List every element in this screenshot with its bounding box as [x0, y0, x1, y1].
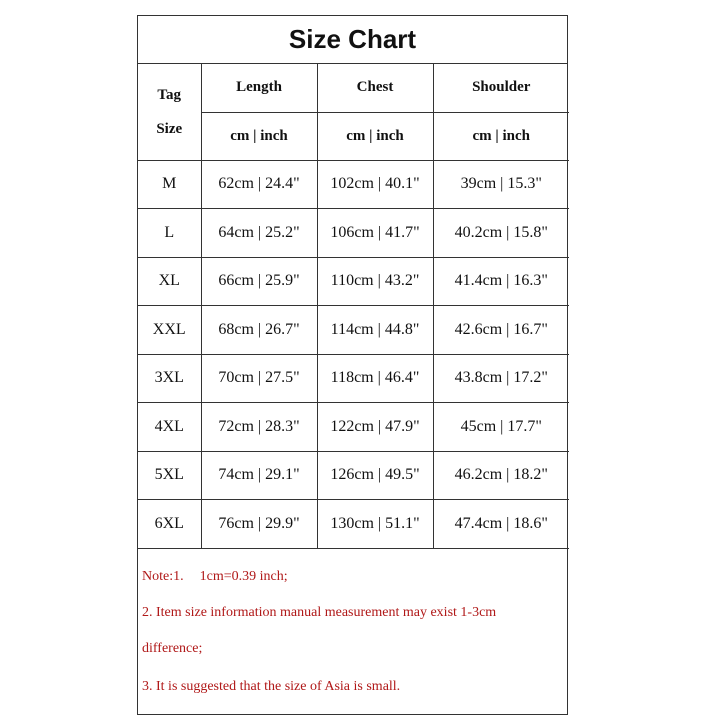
size-label: Size — [156, 120, 183, 137]
length-cell: 70cm | 27.5" — [201, 354, 317, 403]
chest-cell: 106cm | 41.7" — [317, 209, 433, 258]
chest-cell: 126cm | 49.5" — [317, 451, 433, 500]
chest-cell: 114cm | 44.8" — [317, 306, 433, 355]
note-1-text: 1cm=0.39 inch; — [199, 569, 288, 584]
table-row — [138, 500, 569, 549]
shoulder-header: Shoulder — [433, 64, 569, 112]
chart-title: Size Chart — [138, 16, 567, 64]
length-header: Length — [201, 64, 317, 112]
shoulder-cell: 40.2cm | 15.8" — [433, 209, 569, 258]
notes-section — [138, 547, 567, 716]
size-rows — [138, 160, 569, 548]
note-1 — [142, 569, 288, 585]
tag-size-header — [138, 64, 201, 160]
table-row — [138, 354, 569, 403]
table-row — [138, 306, 569, 355]
table-row — [138, 451, 569, 500]
header-row — [138, 64, 569, 112]
length-cell: 72cm | 28.3" — [201, 403, 317, 452]
unit-row — [138, 112, 569, 160]
size-cell: XXL — [138, 306, 201, 355]
size-cell: M — [138, 160, 201, 209]
chest-cell: 102cm | 40.1" — [317, 160, 433, 209]
length-cell: 64cm | 25.2" — [201, 209, 317, 258]
length-cell: 62cm | 24.4" — [201, 160, 317, 209]
size-cell: L — [138, 209, 201, 258]
table-row — [138, 160, 569, 209]
chest-cell: 110cm | 43.2" — [317, 257, 433, 306]
table-row — [138, 209, 569, 258]
tag-label: Tag — [157, 86, 182, 103]
size-cell: 4XL — [138, 403, 201, 452]
table-row — [138, 257, 569, 306]
note-2-line-1: 2. Item size information manual measurement may exist 1-3cm — [142, 605, 497, 620]
length-cell: 76cm | 29.9" — [201, 500, 317, 549]
size-table — [138, 64, 569, 549]
size-cell: 6XL — [138, 500, 201, 549]
shoulder-unit: cm | inch — [433, 112, 569, 160]
shoulder-cell: 43.8cm | 17.2" — [433, 354, 569, 403]
chest-cell: 130cm | 51.1" — [317, 500, 433, 549]
length-unit: cm | inch — [201, 112, 317, 160]
length-cell: 66cm | 25.9" — [201, 257, 317, 306]
chest-unit: cm | inch — [317, 112, 433, 160]
shoulder-cell: 46.2cm | 18.2" — [433, 451, 569, 500]
chest-cell: 118cm | 46.4" — [317, 354, 433, 403]
note-1-prefix: Note:1. — [142, 569, 184, 584]
table-row — [138, 403, 569, 452]
size-chart — [137, 15, 568, 715]
size-cell: XL — [138, 257, 201, 306]
chest-header: Chest — [317, 64, 433, 112]
shoulder-cell: 41.4cm | 16.3" — [433, 257, 569, 306]
shoulder-cell: 39cm | 15.3" — [433, 160, 569, 209]
note-3: 3. It is suggested that the size of Asia is small. — [142, 679, 401, 694]
chest-cell: 122cm | 47.9" — [317, 403, 433, 452]
shoulder-cell: 45cm | 17.7" — [433, 403, 569, 452]
size-cell: 3XL — [138, 354, 201, 403]
size-cell: 5XL — [138, 451, 201, 500]
shoulder-cell: 47.4cm | 18.6" — [433, 500, 569, 549]
length-cell: 74cm | 29.1" — [201, 451, 317, 500]
shoulder-cell: 42.6cm | 16.7" — [433, 306, 569, 355]
note-2-line-2: difference; — [142, 641, 203, 656]
length-cell: 68cm | 26.7" — [201, 306, 317, 355]
